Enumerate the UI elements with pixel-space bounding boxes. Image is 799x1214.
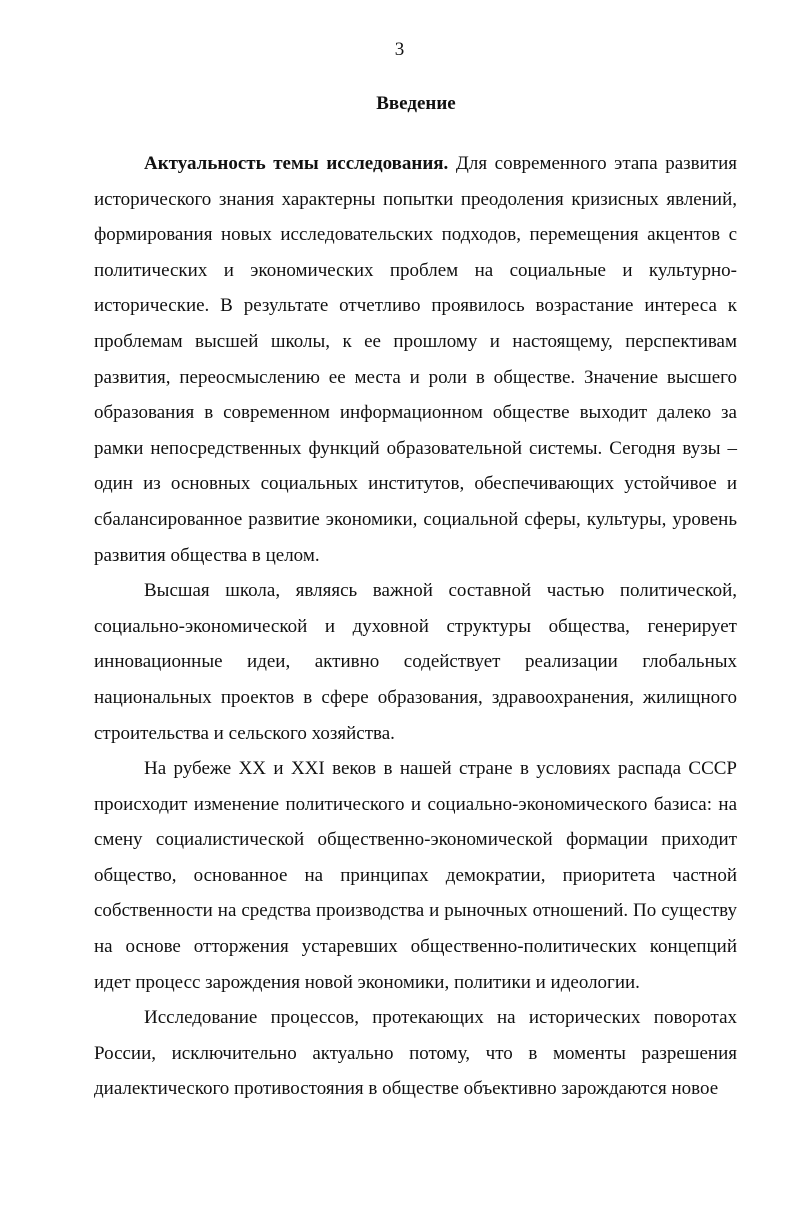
body-text xyxy=(94,146,737,1107)
section-title: Введение xyxy=(376,93,456,114)
paragraph-turn-of-century: На рубеже XX и XXI веков в нашей стране в условиях распада СССР происходит изменение политического и социально-экономического базиса: на смену социалистической общественно-экономической формации приходит общество, основанное на принципах демократии, приоритета частной собственности на средства производства и рыночных отношений. По существу на основе отторжения устаревших общественно-политических концепций идет процесс зарождения новой экономики, политики и идеологии. xyxy=(94,758,737,993)
paragraph-higher-school: Высшая школа, являясь важной составной частью политической, социально-экономической и духовной структуры общества, генерирует инновационные идеи, активно содействует реализации глобальных национальных проектов в сфере образования, здравоохранения, жилищного строительства и сельского хозяйства. xyxy=(94,580,737,744)
paragraph-relevance xyxy=(94,146,737,573)
paragraph-lead: Актуальность темы исследования. xyxy=(144,153,449,174)
paragraph-text: Для современного этапа развития исторического знания характерны попытки преодоления кризисных явлений, формирования новых исследовательских подходов, перемещения акцентов с политических и экономических проблем на социальные и культурно-исторические. В результате отчетливо проявилось возрастание интереса к проблемам высшей школы, к ее прошлому и настоящему, перспективам развития, переосмыслению ее места и роли в обществе. Значение высшего образования в современном информационном обществе выходит далеко за рамки непосредственных функций образовательной системы. Сегодня вузы – один из основных социальных институтов, обеспечивающих устойчивое и сбалансированное развитие экономики, социальной сферы, культуры, уровень развития общества в целом. xyxy=(94,153,737,566)
paragraph-historical-turns: Исследование процессов, протекающих на исторических поворотах России, исключительно актуально потому, что в моменты разрешения диалектического противостояния в обществе объективно зарождаются новое xyxy=(94,1007,737,1100)
page-number: 3 xyxy=(394,39,405,60)
